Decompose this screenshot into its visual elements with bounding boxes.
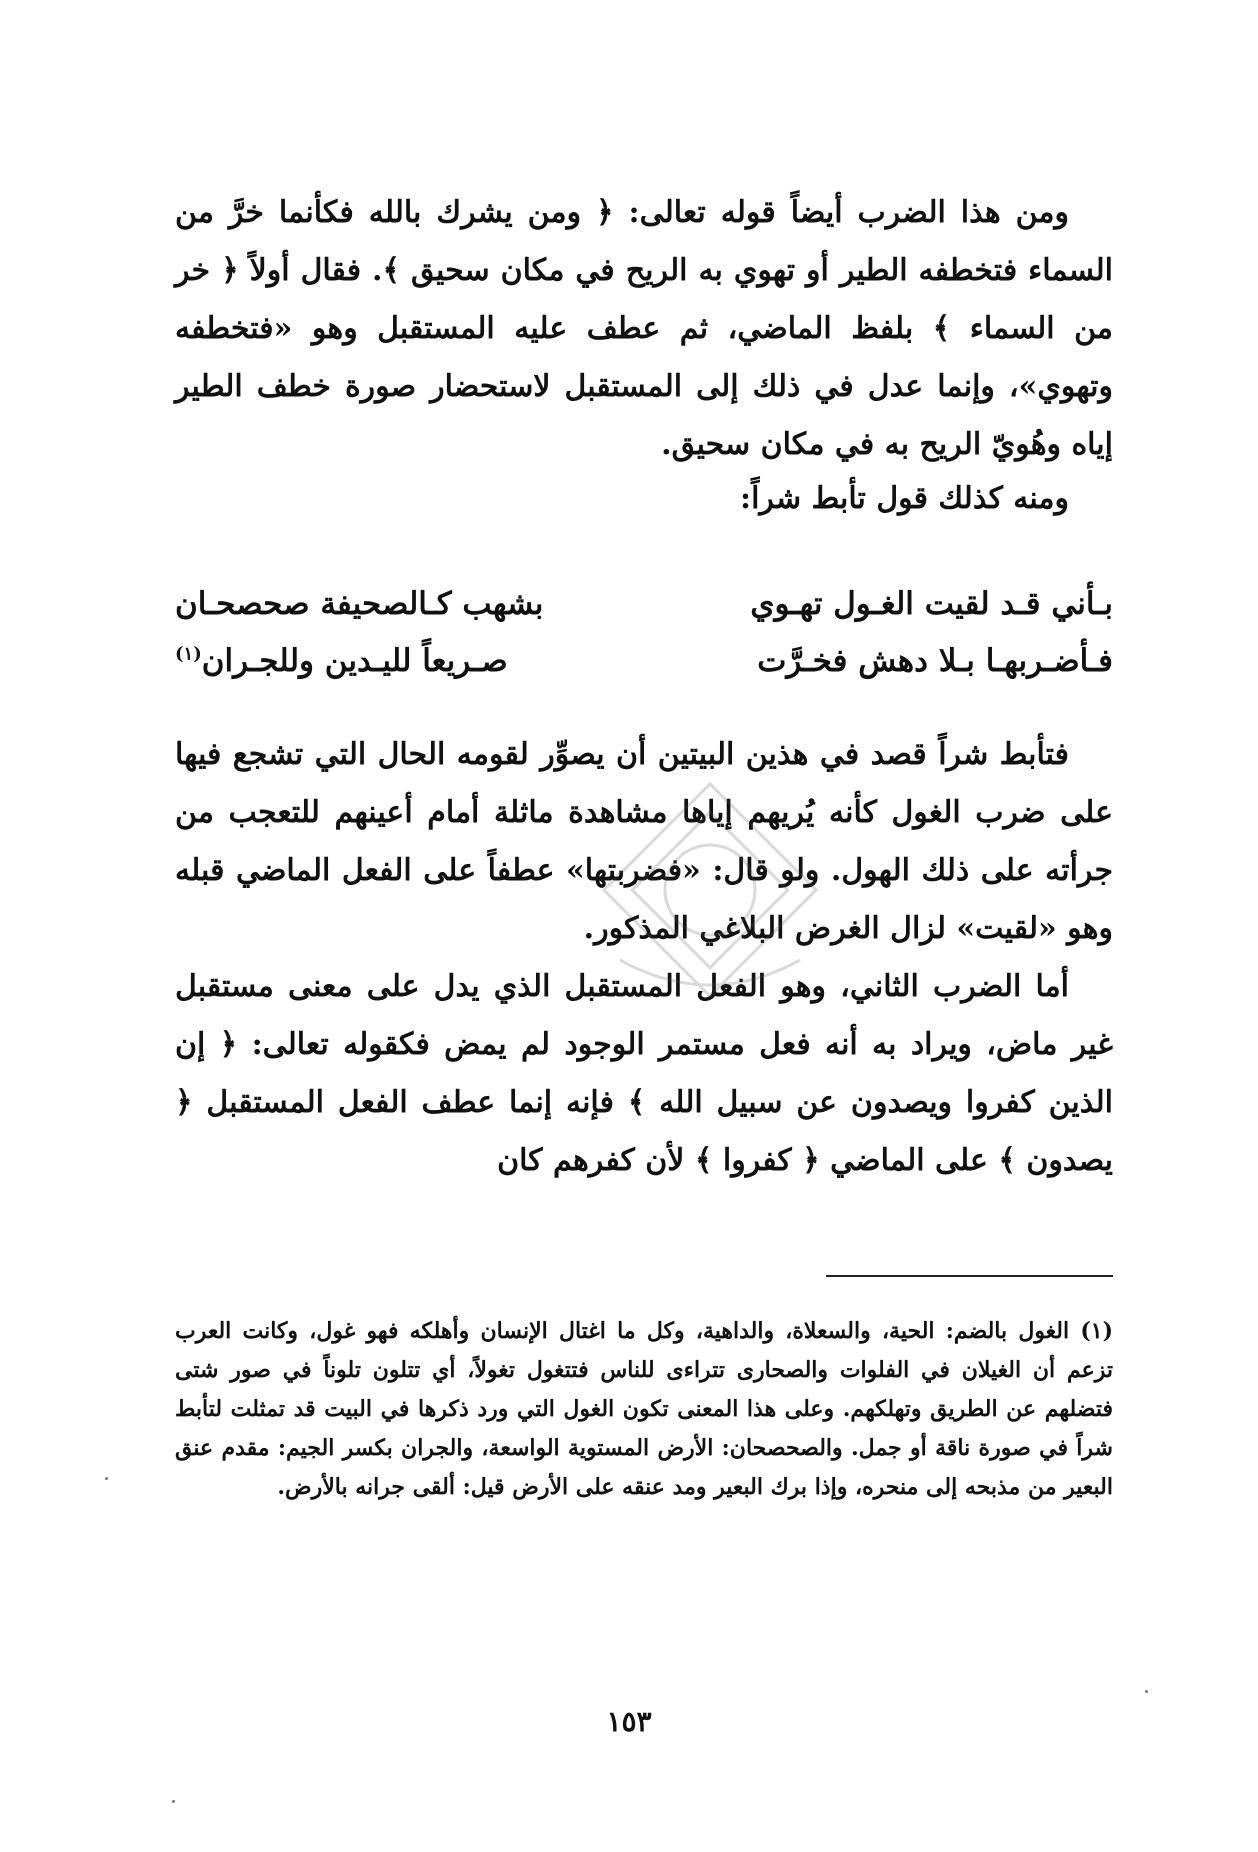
paragraph-text: ومنه كذلك قول تأبط شراً:: [740, 481, 1069, 516]
paragraph-text: ومن هذا الضرب أيضاً قوله تعالى: ﴿ ومن يشرك بالله فكأنما خرَّ من السماء فتخطفه الطير أو تهوي به الريح في مكان سحيق ﴾. فقال أولاً ﴿ خر من السماء ﴾ بلفظ الماضي، ثم عطف عليه المستقبل وهو «فتخطفه وتهوي»، وإنما عدل في ذلك إلى المستقبل لاستحضار صورة خطف الطير إياه وهُويّ الريح به في مكان سحيق.: [175, 195, 1113, 462]
hemistich-second: صـريعاً لليـدين وللجـران: [201, 643, 508, 679]
paragraph-second-type: [175, 958, 1113, 1190]
scan-speck: [1145, 1690, 1148, 1693]
paragraph-intro: [175, 184, 1113, 474]
hemistich-first: بـأني قـد لقيت الغـول تهـوي: [750, 586, 1113, 622]
hemistich-second: بشهب كـالصحيفة صحصحـان: [175, 586, 544, 622]
verse-line-1: [175, 586, 1113, 644]
paragraph-text: أما الضرب الثاني، وهو الفعل المستقبل الذي يدل على معنى مستقبل غير ماض، ويراد به أنه فعل مستمر الوجود لم يمض فكقوله تعالى: ﴿ إن الذين كفروا ويصدون عن سبيل الله ﴾ فإنه إنما عطف الفعل المستقبل ﴿ يصدون ﴾ على الماضي ﴿ كفروا ﴾ لأن كفرهم كان: [175, 969, 1113, 1178]
page-number: ١٥٣: [606, 1705, 652, 1738]
scan-speck: [172, 1800, 175, 1803]
paragraph-analysis: [175, 726, 1113, 958]
scan-speck: [105, 1477, 108, 1480]
footnote-reference: (١): [175, 643, 202, 665]
hemistich-second-with-ref: [175, 643, 508, 679]
footnote-separator: [826, 1275, 1113, 1277]
verse-line-2: [175, 643, 1113, 701]
paragraph-text: فتأبط شراً قصد في هذين البيتين أن يصوِّر لقومه الحال التي تشجع فيها على ضرب الغول كأنه يُريهم إياها مشاهدة ماثلة أمام أعينهم للتعجب من جرأته على ذلك الهول. ولو قال: «فضربتها» عطفاً على الفعل الماضي قبله وهو «لقيت» لزال الغرض البلاغي المذكور.: [175, 737, 1113, 946]
paragraph-poem-intro: [175, 470, 1113, 528]
hemistich-first: فـأضـربهـا بـلا دهش فخـرَّت: [757, 643, 1113, 679]
footnote: (١) الغول بالضم: الحية، والسعلاة، والداهية، وكل ما اغتال الإنسان وأهلكه فهو غول، وكانت العرب تزعم أن الغيلان في الفلوات والصحارى تتراءى للناس فتتغول تغولاً، أي تتلون تلوناً في صور شتى فتضلهم عن الطريق وتهلكهم. وعلى هذا المعنى تكون الغول التي ورد ذكرها في البيت قد تمثلت لتأبط شراً في صورة ناقة أو جمل. والصحصحان: الأرض المستوية الواسعة، والجران بكسر الجيم: مقدم عنق البعير من مذبحه إلى منحره، وإذا برك البعير ومد عنقه على الأرض قيل: ألقى جرانه بالأرض.: [175, 1318, 1113, 1500]
